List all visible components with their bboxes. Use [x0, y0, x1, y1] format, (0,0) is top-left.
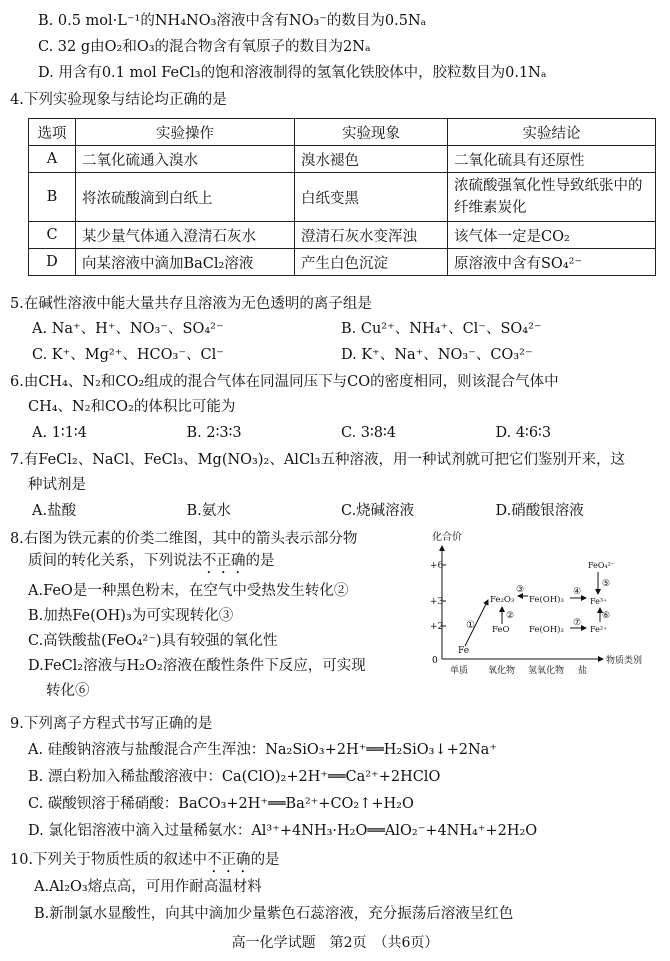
header-cell: 选项 [29, 119, 76, 146]
y-tick-label: +2 [430, 622, 444, 632]
q6-options [32, 422, 650, 444]
y-tick-label: 0 [432, 656, 438, 666]
q10-stem [10, 849, 660, 876]
q6-option-d: D. 4∶6∶3 [495, 425, 552, 441]
table-cell: 白纸变黑 [295, 173, 448, 222]
arrow-label: ⑥ [602, 611, 611, 621]
q3-option-b: B. 0.5 mol·L⁻¹的NH₄NO₃溶液中含有NO₃⁻的数目为0.5Nₐ [38, 13, 427, 29]
q4-table [28, 118, 656, 276]
y-axis-label: 化合价 [432, 532, 462, 543]
q4-stem: 4.下列实验现象与结论均正确的是 [10, 92, 227, 108]
q5-option-c: C. K⁺、Mg²⁺、HCO₃⁻、Cl⁻ [32, 347, 224, 363]
q8-option-c: C.高铁酸盐(FeO₄²⁻)具有较强的氧化性 [28, 633, 278, 649]
q5-option-d: D. K⁺、Na⁺、NO₃⁻、CO₃²⁻ [341, 347, 533, 363]
table-row [29, 222, 656, 249]
page-footer: 高一化学试题 第2页 （共6页） [231, 935, 439, 951]
q8-option-a: A.FeO是一种黑色粉末，在空气中受热发生转化② [28, 583, 349, 599]
table-row [29, 146, 656, 173]
q3-option-c: C. 32 g由O₂和O₃的混合物含有氧原子的数目为2Nₐ [38, 39, 371, 55]
q10-option-b: B.新制氯水显酸性，向其中滴加少量紫色石蕊溶液，充分振荡后溶液呈红色 [34, 906, 514, 922]
q5-options-row1 [32, 318, 650, 340]
table-cell: 该气体一定是CO₂ [448, 222, 656, 249]
species-feoh3: Fe(OH)₃ [529, 595, 564, 605]
x-category-label: 单质 [450, 666, 469, 676]
table-cell: A [29, 146, 76, 173]
q9-option-c: C. 碳酸钡溶于稀硝酸：BaCO₃+2H⁺══Ba²⁺+CO₂↑+H₂O [28, 796, 414, 812]
table-cell: 溴水褪色 [295, 146, 448, 173]
q8-block [10, 528, 424, 702]
table-cell: 二氧化硫通入溴水 [76, 146, 295, 173]
species-feo: FeO [492, 625, 510, 635]
q10-stem-text-end: 的是 [250, 852, 280, 868]
arrow-label: ① [466, 620, 475, 631]
q5-option-a: A. Na⁺、H⁺、NO₃⁻、SO₄²⁻ [32, 321, 224, 337]
q10-option-a: A.Al₂O₃熔点高，可用作耐高温材料 [34, 879, 262, 895]
q8-option-d-line2: 转化⑥ [46, 683, 90, 699]
y-tick-label: +6 [430, 561, 444, 571]
q8-option-d-line1: D.FeCl₂溶液与H₂O₂溶液在酸性条件下反应，可实现 [28, 658, 366, 674]
arrow-label: ② [506, 611, 515, 621]
q6-option-b: B. 2∶3∶3 [186, 425, 242, 441]
q7-stem-line1: 7.有FeCl₂、NaCl、FeCl₃、Mg(NO₃)₂、AlCl₃五种溶液，用一种试剂就可把它们鉴别开来，这 [10, 452, 625, 468]
y-tick-label: +3 [430, 597, 444, 607]
table-cell: 将浓硫酸滴到白纸上 [76, 173, 295, 222]
q6-stem-line2: CH₄、N₂和CO₂的体积比可能为 [28, 399, 236, 415]
q5-stem: 5.在碱性溶液中能大量共存且溶液为无色透明的离子组是 [10, 296, 372, 312]
q9-option-a: A. 硅酸钠溶液与盐酸混合产生浑浊：Na₂SiO₃+2H⁺══H₂SiO₃↓+2Na⁺ [28, 742, 497, 758]
q8-stem-line1: 8.右图为铁元素的价类二维图，其中的箭头表示部分物 [10, 531, 358, 547]
q7-options [32, 500, 650, 522]
q7-option-a: A.盐酸 [32, 503, 77, 519]
table-cell: 向某溶液中滴加BaCl₂溶液 [76, 249, 295, 276]
species-fe: Fe [458, 646, 470, 656]
x-category-label: 盐 [578, 666, 588, 676]
q8-stem-text: 质间的转化关系，下列说法 [28, 553, 202, 569]
table-cell: D [29, 249, 76, 276]
q9-stem: 9.下列离子方程式书写正确的是 [10, 716, 213, 732]
arrow-label: ③ [516, 585, 525, 595]
table-cell: C [29, 222, 76, 249]
table-cell: 二氧化硫具有还原性 [448, 146, 656, 173]
species-fe3: Fe³⁺ [590, 597, 608, 606]
q8-stem-text-end: 的是 [245, 553, 275, 569]
header-cell: 实验操作 [76, 119, 295, 146]
table-row [29, 249, 656, 276]
q5-options-row2 [32, 344, 650, 366]
q3-option-d: D. 用含有0.1 mol FeCl₃的饱和溶液制得的氢氧化铁胶体中，胶粒数目为0.1Nₐ [38, 65, 547, 81]
q10-stem-text: 10.下列关于物质性质的叙述中 [10, 852, 208, 868]
arrow-label: ⑦ [573, 618, 582, 628]
q8-stem-line2 [28, 550, 424, 577]
q7-option-c: C.烧碱溶液 [341, 503, 415, 519]
table-cell: 产生白色沉淀 [295, 249, 448, 276]
q8-stem-emphasis: 不正确 [202, 553, 246, 569]
table-row [29, 173, 656, 222]
x-category-label: 氢氧化物 [528, 666, 565, 676]
q9-option-d: D. 氯化铝溶液中滴入过量稀氨水：Al³⁺+4NH₃·H₂O══AlO₂⁻+4NH₄⁺+2H₂O [28, 823, 538, 839]
x-axis-label: 物质类别 [606, 656, 643, 666]
table-header-row [29, 119, 656, 146]
arrow-label: ⑤ [602, 579, 611, 589]
q8-option-b: B.加热Fe(OH)₃为可实现转化③ [28, 608, 234, 624]
table-cell: 澄清石灰水变浑浊 [295, 222, 448, 249]
q6-option-c: C. 3∶8∶4 [341, 425, 397, 441]
species-fe2: Fe²⁺ [590, 625, 608, 634]
q7-option-b: B.氨水 [186, 503, 231, 519]
q10-stem-emphasis: 不正确 [207, 852, 251, 868]
species-fe2o3: Fe₂O₃ [490, 595, 515, 605]
q6-option-a: A. 1∶1∶4 [32, 425, 87, 441]
species-feo4: FeO₄²⁻ [588, 561, 616, 570]
header-cell: 实验结论 [448, 119, 656, 146]
species-feoh2: Fe(OH)₂ [529, 625, 564, 635]
q9-option-b: B. 漂白粉加入稀盐酸溶液中：Ca(ClO)₂+2H⁺══Ca²⁺+2HClO [28, 769, 441, 785]
table-cell: B [29, 173, 76, 222]
q5-option-b: B. Cu²⁺、NH₄⁺、Cl⁻、SO₄²⁻ [341, 321, 542, 337]
x-category-label: 氧化物 [488, 666, 516, 676]
table-cell: 原溶液中含有SO₄²⁻ [448, 249, 656, 276]
q6-stem-line1: 6.由CH₄、N₂和CO₂组成的混合气体在同温同压下与CO的密度相同，则该混合气体中 [10, 374, 559, 390]
table-cell: 浓硫酸强氧化性导致纸张中的纤维素炭化 [448, 173, 656, 222]
q7-option-d: D.硝酸银溶液 [495, 503, 584, 519]
iron-valence-class-diagram [428, 528, 662, 676]
header-cell: 实验现象 [295, 119, 448, 146]
table-cell: 某少量气体通入澄清石灰水 [76, 222, 295, 249]
q7-stem-line2: 种试剂是 [28, 477, 86, 493]
arrow-label: ④ [573, 587, 582, 597]
